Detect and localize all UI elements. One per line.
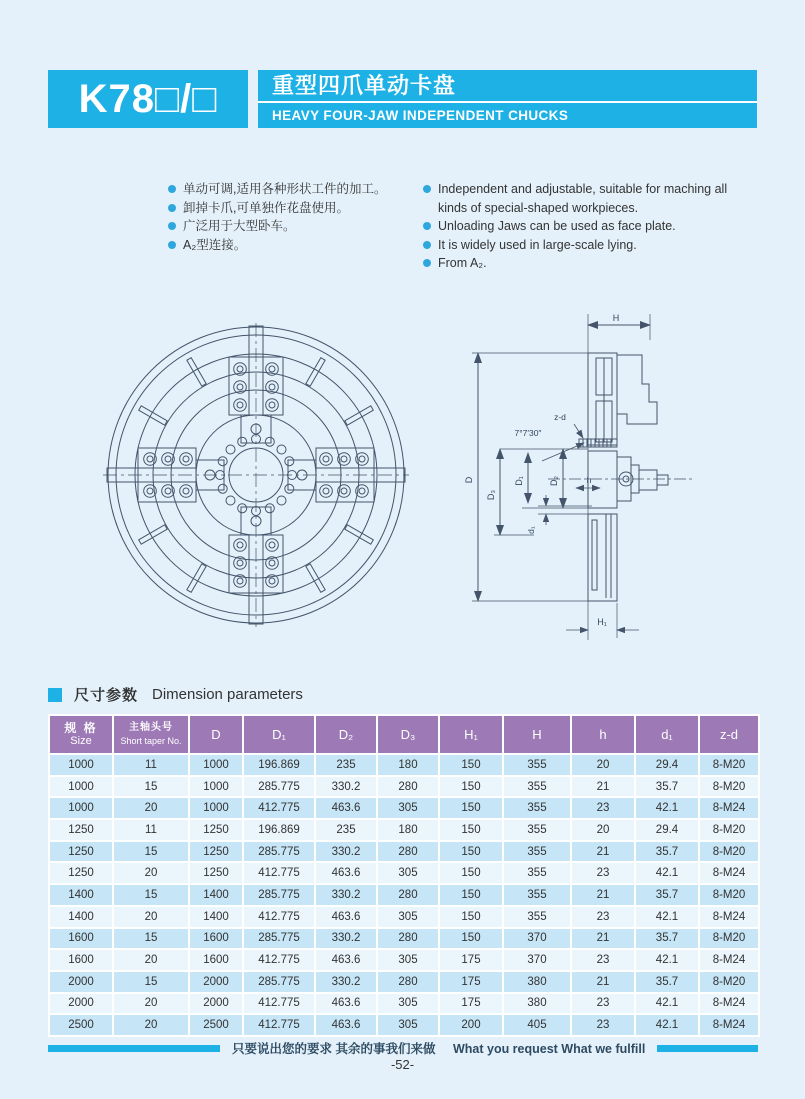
table-cell: 2000 bbox=[189, 971, 243, 993]
table-cell: 463.6 bbox=[315, 797, 377, 819]
table-cell: 1400 bbox=[49, 884, 113, 906]
section-square-icon bbox=[48, 688, 62, 702]
table-cell: 330.2 bbox=[315, 884, 377, 906]
feature-text: 卸掉卡爪,可单独作花盘使用。 bbox=[183, 200, 349, 215]
bullet-icon bbox=[423, 241, 431, 249]
table-cell: 280 bbox=[377, 841, 439, 863]
table-cell: 23 bbox=[571, 906, 635, 928]
table-cell: 8-M24 bbox=[699, 949, 759, 971]
table-cell: 1400 bbox=[189, 906, 243, 928]
footer bbox=[48, 1041, 758, 1055]
col-header-taper bbox=[113, 715, 189, 754]
page-number: -52- bbox=[390, 1057, 415, 1072]
table-row bbox=[49, 797, 759, 819]
bullet-icon bbox=[423, 222, 431, 230]
table-row bbox=[49, 906, 759, 928]
table-cell: 412.775 bbox=[243, 906, 315, 928]
page-title-cn: 重型四爪单动卡盘 bbox=[258, 70, 757, 103]
dim-label-H: H bbox=[612, 313, 620, 323]
table-row bbox=[49, 841, 759, 863]
table-cell: 23 bbox=[571, 862, 635, 884]
dim-label-D: D bbox=[464, 476, 474, 484]
table-cell: 150 bbox=[439, 906, 503, 928]
table-cell: 380 bbox=[503, 993, 571, 1015]
table-row bbox=[49, 1014, 759, 1036]
feature-text: Unloading Jaws can be used as face plate. bbox=[438, 219, 676, 233]
table-cell: 23 bbox=[571, 949, 635, 971]
dim-label-D1: D₁ bbox=[514, 476, 524, 486]
table-cell: 8-M20 bbox=[699, 754, 759, 776]
table-cell: 21 bbox=[571, 776, 635, 798]
table-cell: 355 bbox=[503, 754, 571, 776]
col-header-D1: D₁ bbox=[243, 715, 315, 754]
table-cell: 42.1 bbox=[635, 797, 699, 819]
table-cell: 23 bbox=[571, 993, 635, 1015]
table-cell: 21 bbox=[571, 928, 635, 950]
section-title-cn: 尺寸参数 bbox=[74, 687, 139, 704]
table-cell: 8-M20 bbox=[699, 776, 759, 798]
feature-text: A₂型连接。 bbox=[183, 237, 247, 252]
table-cell: 305 bbox=[377, 906, 439, 928]
front-view-drawing bbox=[103, 321, 409, 629]
col-header-en: Size bbox=[70, 735, 92, 747]
table-cell: 412.775 bbox=[243, 797, 315, 819]
list-item bbox=[423, 217, 759, 236]
table-cell: 1250 bbox=[49, 819, 113, 841]
bullet-icon bbox=[168, 241, 176, 249]
col-header-D3: D₃ bbox=[377, 715, 439, 754]
table-cell: 20 bbox=[113, 862, 189, 884]
table-cell: 1600 bbox=[189, 949, 243, 971]
table-cell: 355 bbox=[503, 797, 571, 819]
table-cell: 285.775 bbox=[243, 928, 315, 950]
col-header-d1: d₁ bbox=[635, 715, 699, 754]
table-cell: 150 bbox=[439, 754, 503, 776]
footer-slogan bbox=[232, 1039, 645, 1057]
col-header-size bbox=[49, 715, 113, 754]
table-row bbox=[49, 862, 759, 884]
table-cell: 1000 bbox=[189, 754, 243, 776]
table-body bbox=[49, 754, 759, 1036]
table-cell: 35.7 bbox=[635, 884, 699, 906]
dim-label-angle: 7°7′30″ bbox=[514, 428, 542, 438]
table-row bbox=[49, 819, 759, 841]
table-cell: 175 bbox=[439, 993, 503, 1015]
table-cell: 35.7 bbox=[635, 971, 699, 993]
col-header-en: Short taper No. bbox=[120, 736, 182, 746]
table-cell: 2000 bbox=[49, 993, 113, 1015]
table-cell: 15 bbox=[113, 884, 189, 906]
table-cell: 8-M24 bbox=[699, 862, 759, 884]
col-header-cn: 主轴头号 bbox=[129, 722, 173, 733]
model-code: K78□/□ bbox=[48, 70, 248, 128]
table-row bbox=[49, 928, 759, 950]
table-cell: 42.1 bbox=[635, 993, 699, 1015]
table-row bbox=[49, 884, 759, 906]
table-row bbox=[49, 754, 759, 776]
dim-label-h: h bbox=[586, 475, 592, 485]
table-cell: 15 bbox=[113, 971, 189, 993]
table-cell: 8-M20 bbox=[699, 928, 759, 950]
table-cell: 11 bbox=[113, 819, 189, 841]
footer-slogan-cn: 只要说出您的要求 其余的事我们来做 bbox=[232, 1042, 436, 1056]
feature-text: 广泛用于大型卧车。 bbox=[183, 219, 296, 233]
table-cell: 20 bbox=[113, 797, 189, 819]
col-header-H: H bbox=[503, 715, 571, 754]
table-cell: 150 bbox=[439, 862, 503, 884]
table-cell: 15 bbox=[113, 841, 189, 863]
table-cell: 330.2 bbox=[315, 776, 377, 798]
footer-bar-left bbox=[48, 1045, 220, 1052]
table-cell: 305 bbox=[377, 949, 439, 971]
feature-list-cn bbox=[168, 180, 418, 254]
table-cell: 196.869 bbox=[243, 819, 315, 841]
table-cell: 305 bbox=[377, 993, 439, 1015]
dimension-table bbox=[48, 714, 760, 1037]
table-cell: 280 bbox=[377, 884, 439, 906]
list-item bbox=[423, 236, 759, 255]
feature-text: 单动可调,适用各种形状工件的加工。 bbox=[183, 182, 387, 196]
table-cell: 42.1 bbox=[635, 949, 699, 971]
table-cell: 15 bbox=[113, 776, 189, 798]
table-cell: 305 bbox=[377, 862, 439, 884]
table-cell: 23 bbox=[571, 797, 635, 819]
table-cell: 463.6 bbox=[315, 862, 377, 884]
table-cell: 330.2 bbox=[315, 971, 377, 993]
table-cell: 330.2 bbox=[315, 928, 377, 950]
table-cell: 355 bbox=[503, 884, 571, 906]
dim-label-zd: z-d bbox=[554, 412, 566, 422]
table-cell: 370 bbox=[503, 949, 571, 971]
table-cell: 285.775 bbox=[243, 841, 315, 863]
table-cell: 42.1 bbox=[635, 1014, 699, 1036]
table-cell: 305 bbox=[377, 1014, 439, 1036]
table-cell: 20 bbox=[571, 819, 635, 841]
table-cell: 285.775 bbox=[243, 971, 315, 993]
col-header-D2: D₂ bbox=[315, 715, 377, 754]
table-cell: 8-M20 bbox=[699, 819, 759, 841]
table-cell: 280 bbox=[377, 776, 439, 798]
list-item bbox=[423, 180, 759, 217]
table-row bbox=[49, 776, 759, 798]
section-title bbox=[48, 684, 303, 705]
table-cell: 8-M24 bbox=[699, 797, 759, 819]
title-block bbox=[258, 70, 757, 128]
dim-label-H1: H₁ bbox=[597, 617, 607, 627]
table-cell: 20 bbox=[113, 993, 189, 1015]
table-cell: 29.4 bbox=[635, 819, 699, 841]
table-row bbox=[49, 971, 759, 993]
table-cell: 2500 bbox=[49, 1014, 113, 1036]
table-cell: 150 bbox=[439, 928, 503, 950]
table-cell: 175 bbox=[439, 949, 503, 971]
col-header-h: h bbox=[571, 715, 635, 754]
table-cell: 150 bbox=[439, 776, 503, 798]
table-cell: 20 bbox=[113, 949, 189, 971]
bullet-icon bbox=[423, 185, 431, 193]
table-cell: 330.2 bbox=[315, 841, 377, 863]
table-cell: 1400 bbox=[49, 906, 113, 928]
table-row bbox=[49, 949, 759, 971]
table-cell: 8-M20 bbox=[699, 841, 759, 863]
table-cell: 1250 bbox=[189, 862, 243, 884]
table-cell: 2000 bbox=[49, 971, 113, 993]
table-cell: 235 bbox=[315, 754, 377, 776]
table-cell: 21 bbox=[571, 884, 635, 906]
table-cell: 21 bbox=[571, 841, 635, 863]
bullet-icon bbox=[423, 259, 431, 267]
page-title-en: HEAVY FOUR-JAW INDEPENDENT CHUCKS bbox=[272, 108, 569, 123]
list-item bbox=[423, 254, 759, 273]
list-item bbox=[168, 217, 418, 236]
dim-label-D3: D₃ bbox=[486, 489, 496, 501]
table-cell: 42.1 bbox=[635, 862, 699, 884]
side-view-drawing bbox=[450, 298, 760, 643]
table-cell: 305 bbox=[377, 797, 439, 819]
table-cell: 1250 bbox=[189, 819, 243, 841]
col-header-cn: 规 格 bbox=[64, 721, 98, 735]
table-cell: 8-M24 bbox=[699, 1014, 759, 1036]
table-cell: 412.775 bbox=[243, 949, 315, 971]
table-cell: 2000 bbox=[189, 993, 243, 1015]
table-header-row bbox=[49, 715, 759, 754]
table-cell: 463.6 bbox=[315, 993, 377, 1015]
table-cell: 15 bbox=[113, 928, 189, 950]
table-cell: 11 bbox=[113, 754, 189, 776]
feature-text: It is widely used in large-scale lying. bbox=[438, 237, 637, 252]
feature-text: Independent and adjustable, suitable for maching all kinds of special-shaped workpieces. bbox=[438, 182, 728, 215]
dim-label-D2: D₂ bbox=[549, 476, 559, 486]
table-cell: 412.775 bbox=[243, 862, 315, 884]
table-cell: 405 bbox=[503, 1014, 571, 1036]
table-cell: 1400 bbox=[189, 884, 243, 906]
table-cell: 1000 bbox=[49, 776, 113, 798]
table-cell: 196.869 bbox=[243, 754, 315, 776]
table-cell: 180 bbox=[377, 819, 439, 841]
table-cell: 1000 bbox=[189, 776, 243, 798]
table-cell: 1000 bbox=[49, 754, 113, 776]
col-header-H1: H₁ bbox=[439, 715, 503, 754]
table-cell: 285.775 bbox=[243, 884, 315, 906]
table-cell: 463.6 bbox=[315, 1014, 377, 1036]
table-cell: 175 bbox=[439, 971, 503, 993]
table-cell: 1250 bbox=[49, 841, 113, 863]
table-cell: 1600 bbox=[49, 928, 113, 950]
col-header-D: D bbox=[189, 715, 243, 754]
table-cell: 1600 bbox=[49, 949, 113, 971]
table-cell: 8-M20 bbox=[699, 971, 759, 993]
table-cell: 355 bbox=[503, 819, 571, 841]
feature-list-en bbox=[423, 180, 759, 273]
table-cell: 150 bbox=[439, 819, 503, 841]
bullet-icon bbox=[168, 185, 176, 193]
bullet-icon bbox=[168, 222, 176, 230]
list-item bbox=[168, 180, 418, 199]
table-cell: 1000 bbox=[49, 797, 113, 819]
col-header-zd: z-d bbox=[699, 715, 759, 754]
footer-slogan-en: What you request What we fulfill bbox=[452, 1042, 646, 1056]
table-cell: 29.4 bbox=[635, 754, 699, 776]
bullet-icon bbox=[168, 204, 176, 212]
dim-label-d1: d₁ bbox=[526, 526, 536, 534]
table-cell: 2500 bbox=[189, 1014, 243, 1036]
table-cell: 463.6 bbox=[315, 949, 377, 971]
table-cell: 1000 bbox=[189, 797, 243, 819]
table-cell: 150 bbox=[439, 797, 503, 819]
table-cell: 8-M20 bbox=[699, 884, 759, 906]
section-title-en: Dimension parameters bbox=[152, 686, 303, 703]
footer-bar-right bbox=[657, 1045, 758, 1052]
table-cell: 412.775 bbox=[243, 1014, 315, 1036]
table-cell: 280 bbox=[377, 928, 439, 950]
table-cell: 1250 bbox=[49, 862, 113, 884]
list-item bbox=[168, 199, 418, 218]
table-cell: 200 bbox=[439, 1014, 503, 1036]
table-cell: 355 bbox=[503, 906, 571, 928]
table-cell: 23 bbox=[571, 1014, 635, 1036]
table-cell: 285.775 bbox=[243, 776, 315, 798]
table-cell: 8-M24 bbox=[699, 906, 759, 928]
table-cell: 235 bbox=[315, 819, 377, 841]
table-cell: 463.6 bbox=[315, 906, 377, 928]
table-cell: 1600 bbox=[189, 928, 243, 950]
table-cell: 42.1 bbox=[635, 906, 699, 928]
table-cell: 412.775 bbox=[243, 993, 315, 1015]
table-cell: 150 bbox=[439, 841, 503, 863]
table-cell: 20 bbox=[113, 906, 189, 928]
table-cell: 370 bbox=[503, 928, 571, 950]
table-cell: 20 bbox=[571, 754, 635, 776]
list-item bbox=[168, 236, 418, 255]
table-cell: 180 bbox=[377, 754, 439, 776]
table-cell: 150 bbox=[439, 884, 503, 906]
table-cell: 280 bbox=[377, 971, 439, 993]
table-cell: 1250 bbox=[189, 841, 243, 863]
table-cell: 380 bbox=[503, 971, 571, 993]
table-row bbox=[49, 993, 759, 1015]
table-cell: 355 bbox=[503, 776, 571, 798]
table-cell: 35.7 bbox=[635, 928, 699, 950]
feature-text: From A₂. bbox=[438, 256, 487, 270]
table-cell: 21 bbox=[571, 971, 635, 993]
table-cell: 355 bbox=[503, 841, 571, 863]
table-cell: 355 bbox=[503, 862, 571, 884]
table-cell: 35.7 bbox=[635, 776, 699, 798]
table-cell: 20 bbox=[113, 1014, 189, 1036]
table-cell: 8-M24 bbox=[699, 993, 759, 1015]
table-cell: 35.7 bbox=[635, 841, 699, 863]
